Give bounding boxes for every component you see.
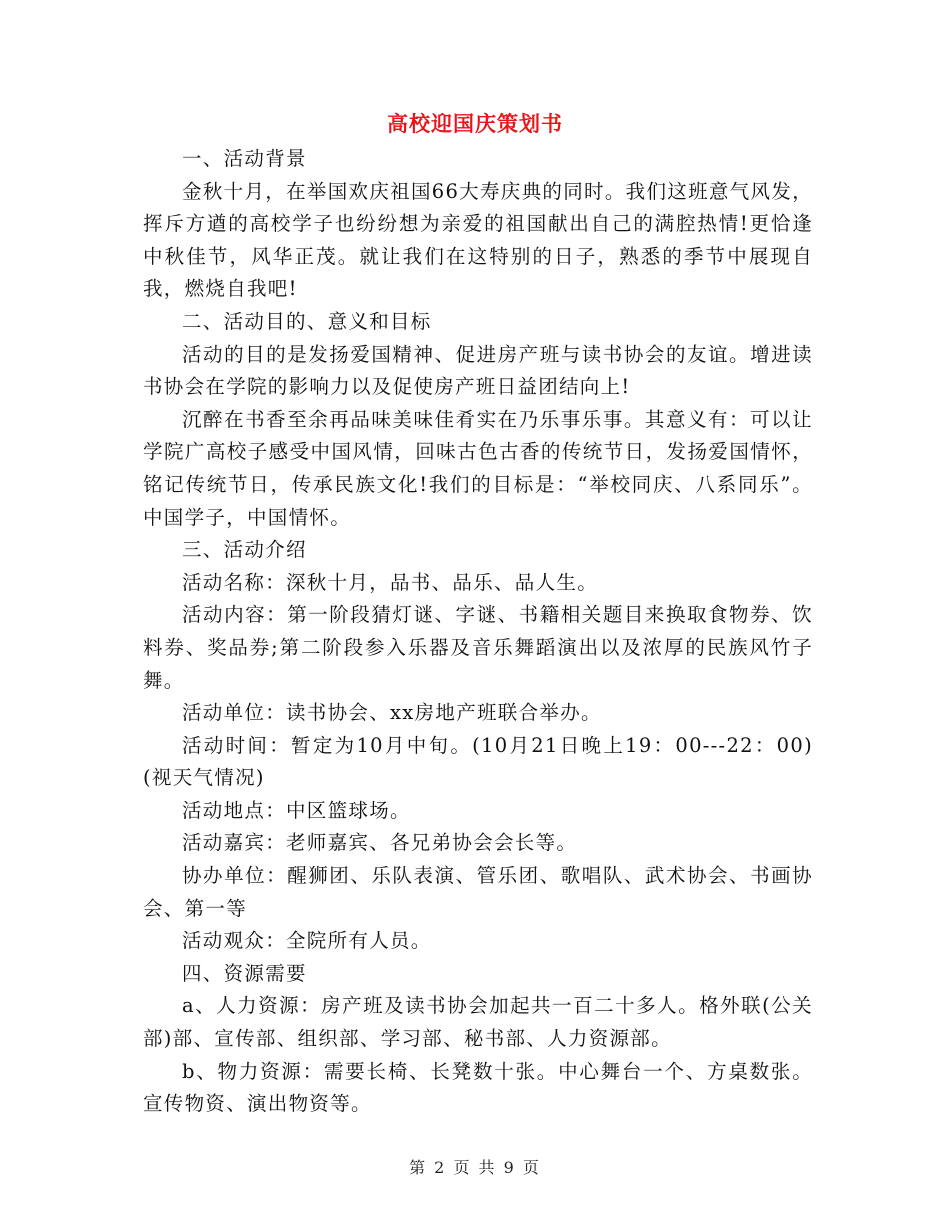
paragraph-activity-location: 活动地点：中区篮球场。 [182, 798, 411, 822]
paragraph-activity-organizer: 活动单位：读书协会、xx房地产班联合举办。 [182, 701, 602, 725]
paragraph-purpose: 活动的目的是发扬爱国精神、促进房产班与读书协会的友谊。增进读书协会在学院的影响力以及促使房产班日益团结向上! [143, 342, 813, 399]
section-heading-introduction: 三、活动介绍 [182, 538, 307, 562]
paragraph-co-organizers: 协办单位：醒狮团、乐队表演、管乐团、歌唱队、武术协会、书画协会、第一等 [143, 864, 813, 920]
paragraph-activity-content: 活动内容：第一阶段猜灯谜、字谜、书籍相关题目来换取食物券、饮料券、奖品券;第二阶段参入乐器及音乐舞蹈演出以及浓厚的民族风竹子舞。 [143, 603, 813, 692]
paragraph-background: 金秋十月，在举国欢庆祖国66大寿庆典的同时。我们这班意气风发，挥斥方遒的高校学子也纷纷想为亲爱的祖国献出自己的满腔热情!更恰逢中秋佳节，风华正茂。就让我们在这特别的日子，熟悉的季节中展现自我，燃烧自我吧! [143, 179, 813, 301]
paragraph-significance: 沉醉在书香至余再品味美味佳肴实在乃乐事乐事。其意义有：可以让学院广高校子感受中国风情，回味古色古香的传统节日，发扬爱国情怀，铭记传统节日，传承民族文化!我们的目标是：“举校同庆、八系同乐”。中国学子，中国情怀。 [143, 407, 813, 529]
paragraph-activity-name: 活动名称：深秋十月，品书、品乐、品人生。 [182, 570, 599, 594]
paragraph-audience: 活动观众：全院所有人员。 [182, 929, 432, 953]
section-heading-resources: 四、资源需要 [182, 961, 307, 985]
paragraph-material-resources: b、物力资源：需要长椅、长凳数十张。中心舞台一个、方桌数张。宣传物资、演出物资等。 [143, 1059, 813, 1116]
page-number-footer: 第 2 页 共 9 页 [409, 1158, 541, 1177]
paragraph-human-resources: a、人力资源：房产班及读书协会加起共一百二十多人。格外联(公关部)部、宣传部、组织部、学习部、秘书部、人力资源部。 [143, 994, 813, 1051]
document-title: 高校迎国庆策划书 [387, 111, 563, 136]
paragraph-activity-guests: 活动嘉宾：老师嘉宾、各兄弟协会会长等。 [182, 831, 578, 855]
paragraph-activity-time: 活动时间：暂定为10月中旬。(10月21日晚上19：00---22：00)(视天气情况) [143, 733, 813, 790]
section-heading-background: 一、活动背景 [182, 147, 307, 170]
document-body [143, 143, 813, 1121]
section-heading-purpose: 二、活动目的、意义和目标 [182, 309, 432, 333]
